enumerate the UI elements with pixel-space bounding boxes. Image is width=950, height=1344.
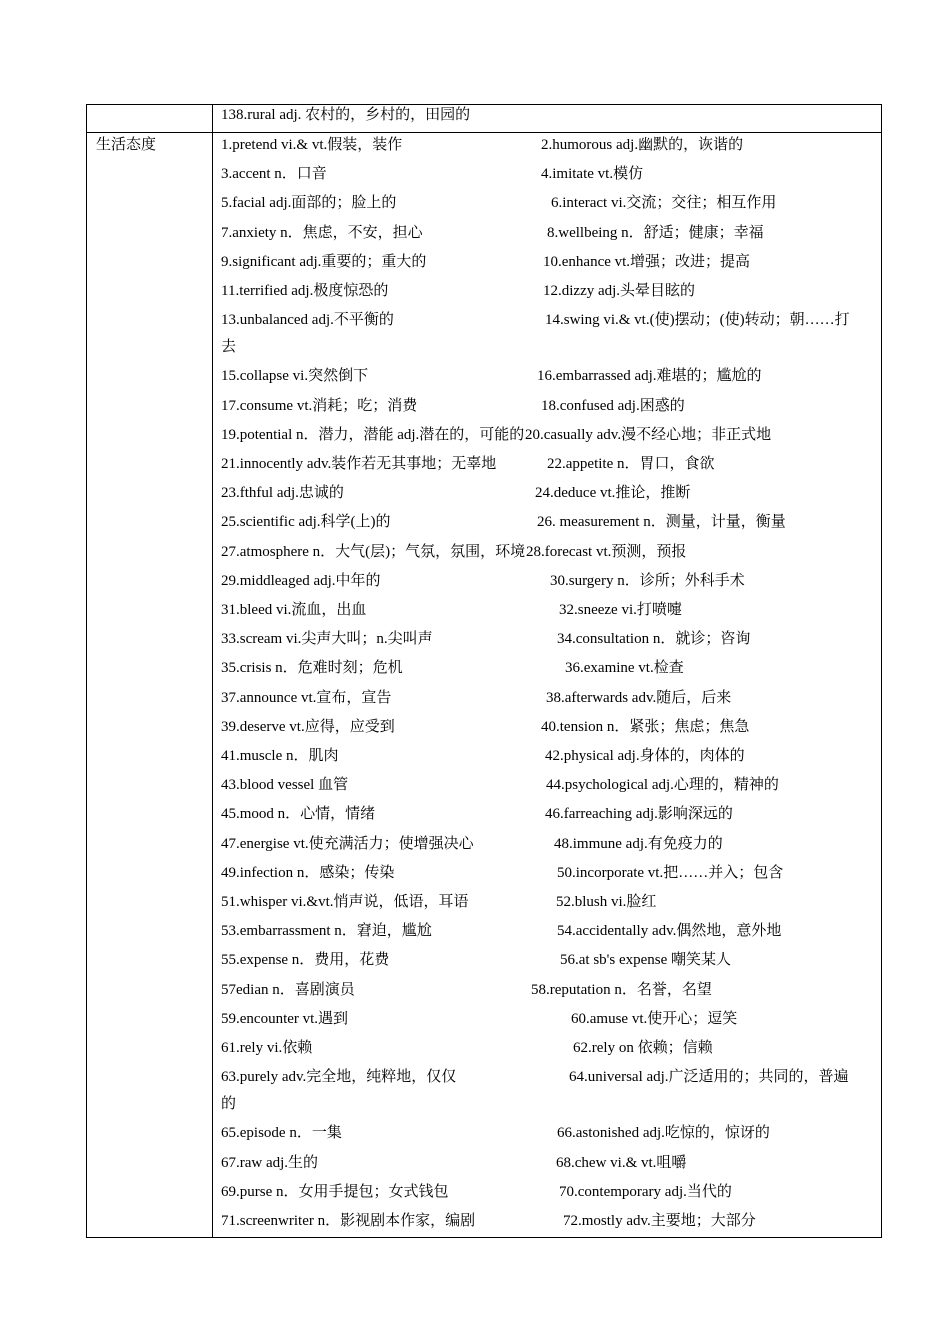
vocab-entry: 64.universal adj.广泛适用的；共同的，普遍 [569, 1069, 849, 1086]
vocab-entry: 1.pretend vi.& vt.假装，装作 [221, 137, 403, 153]
vocab-entry: 66.astonished adj.吃惊的，惊讶的 [557, 1125, 770, 1142]
vocab-entry: 53.embarrassment n．窘迫，尴尬 [221, 923, 432, 940]
vocab-entry: 32.sneeze vi.打喷嚏 [559, 602, 682, 618]
vocab-entry: 18.confused adj.困惑的 [541, 397, 685, 414]
vocab-entry: 28.forecast vt.预测，预报 [526, 543, 687, 560]
vocab-entry: 25.scientific adj.科学(上)的 [221, 514, 391, 531]
vocab-entry: 47.energise vt.使充满活力；使增强决心 [221, 835, 474, 852]
vocab-entry: 30.surgery n．诊所；外科手术 [550, 572, 745, 589]
vocab-entry: 17.consume vt.消耗；吃；消费 [221, 397, 418, 414]
vocab-entry: 22.appetite n．胃口，食欲 [547, 456, 715, 472]
vocab-entry: 27.atmosphere n．大气(层)；气氛，氛围，环境 [221, 543, 526, 560]
vocab-entry: 29.middleaged adj.中年的 [221, 572, 381, 589]
vocab-entry: 31.bleed vi.流血，出血 [221, 602, 367, 618]
vocab-entry: 49.infection n．感染；传染 [221, 864, 395, 881]
vocab-entry-continuation: 去 [221, 339, 237, 356]
top-entry: 138.rural adj. 农村的，乡村的，田园的 [221, 107, 471, 123]
vocab-entry: 54.accidentally adv.偶然地，意外地 [557, 923, 782, 940]
vocab-entry: 14.swing vi.& vt.(使)摆动；(使)转动；朝……打 [545, 312, 850, 329]
vocab-entry: 23.fthful adj.忠诚的 [221, 485, 344, 502]
vocab-entry: 15.collapse vi.突然倒下 [221, 368, 369, 385]
vocab-entry: 26. measurement n．测量，计量，衡量 [537, 514, 786, 531]
vocab-entry: 41.muscle n．肌肉 [221, 748, 339, 764]
vocab-entry: 33.scream vi.尖声大叫；n.尖叫声 [221, 631, 433, 648]
vocab-entry: 40.tension n．紧张；焦虑；焦急 [541, 718, 750, 735]
vocab-entry: 3.accent n．口音 [221, 166, 327, 183]
vocab-entry: 69.purse n．女用手提包；女式钱包 [221, 1183, 449, 1200]
vocab-entry: 65.episode n．一集 [221, 1125, 342, 1142]
vocab-entry: 2.humorous adj.幽默的，诙谐的 [541, 137, 744, 153]
vocab-entry: 45.mood n．心情，情绪 [221, 806, 376, 823]
vocab-entry: 11.terrified adj.极度惊恐的 [221, 283, 389, 299]
category-label: 生活态度 [96, 137, 157, 153]
vocab-entry: 35.crisis n．危难时刻；危机 [221, 660, 403, 677]
vocab-entry: 38.afterwards adv.随后，后来 [546, 689, 732, 706]
vocab-entry: 6.interact vi.交流；交往；相互作用 [551, 195, 777, 212]
vocab-entry: 55.expense n．费用，花费 [221, 952, 390, 969]
vocab-entry: 61.rely vi.依赖 [221, 1040, 313, 1056]
vocab-entry: 10.enhance vt.增强；改进；提高 [543, 253, 751, 270]
vocab-entry: 62.rely on 依赖；信赖 [573, 1040, 713, 1056]
vocab-entry: 4.imitate vt.模仿 [541, 166, 644, 183]
vocab-entry: 67.raw adj.生的 [221, 1154, 319, 1171]
vocab-entry: 42.physical adj.身体的，肉体的 [545, 748, 745, 764]
vocab-entry: 19.potential n．潜力，潜能 adj.潜在的，可能的 [221, 426, 525, 443]
vocab-entry: 58.reputation n．名誉，名望 [531, 981, 712, 998]
vocab-entry: 9.significant adj.重要的；重大的 [221, 253, 427, 270]
vocab-entry: 5.facial adj.面部的；脸上的 [221, 195, 397, 212]
vocab-entry: 70.contemporary adj.当代的 [559, 1183, 732, 1200]
vocab-entry: 48.immune adj.有免疫力的 [554, 835, 723, 852]
vocab-entry: 71.screenwriter n．影视剧本作家，编剧 [221, 1213, 476, 1229]
column-divider [212, 104, 213, 1238]
vocab-entry: 43.blood vessel 血管 [221, 777, 349, 794]
vocab-entry: 51.whisper vi.&vt.悄声说，低语，耳语 [221, 894, 469, 910]
vocab-entry: 44.psychological adj.心理的，精神的 [546, 777, 779, 794]
vocab-entry: 37.announce vt.宣布，宣告 [221, 689, 392, 706]
vocab-entry: 12.dizzy adj.头晕目眩的 [543, 283, 696, 299]
vocab-entry: 8.wellbeing n．舒适；健康；幸福 [547, 224, 764, 241]
vocab-entry: 13.unbalanced adj.不平衡的 [221, 312, 394, 329]
vocab-entry: 39.deserve vt.应得，应受到 [221, 718, 395, 735]
vocab-entry: 57edian n．喜剧演员 [221, 981, 355, 998]
vocab-entry: 7.anxiety n．焦虑，不安，担心 [221, 224, 423, 241]
vocab-entry: 36.examine vt.检查 [565, 660, 684, 677]
vocab-entry: 21.innocently adv.装作若无其事地；无辜地 [221, 456, 497, 472]
row-divider [86, 132, 882, 133]
vocab-entry: 56.at sb's expense 嘲笑某人 [560, 952, 732, 969]
vocab-entry: 34.consultation n．就诊；咨询 [557, 631, 751, 648]
vocab-entry: 52.blush vi.脸红 [556, 894, 657, 910]
vocab-entry: 16.embarrassed adj.难堪的；尴尬的 [537, 368, 762, 385]
vocab-entry: 46.farreaching adj.影响深远的 [545, 806, 733, 823]
vocab-entry: 24.deduce vt.推论，推断 [535, 485, 691, 502]
vocab-entry: 68.chew vi.& vt.咀嚼 [556, 1154, 687, 1171]
vocab-entry: 63.purely adv.完全地，纯粹地，仅仅 [221, 1069, 457, 1086]
vocab-entry-continuation: 的 [221, 1096, 237, 1113]
vocab-entry: 60.amuse vt.使开心；逗笑 [571, 1010, 738, 1027]
vocab-entry: 50.incorporate vt.把……并入；包含 [557, 864, 784, 881]
vocab-entry: 72.mostly adv.主要地；大部分 [563, 1213, 756, 1229]
vocab-entry: 20.casually adv.漫不经心地；非正式地 [525, 426, 772, 443]
vocab-entry: 59.encounter vt.遇到 [221, 1010, 349, 1027]
